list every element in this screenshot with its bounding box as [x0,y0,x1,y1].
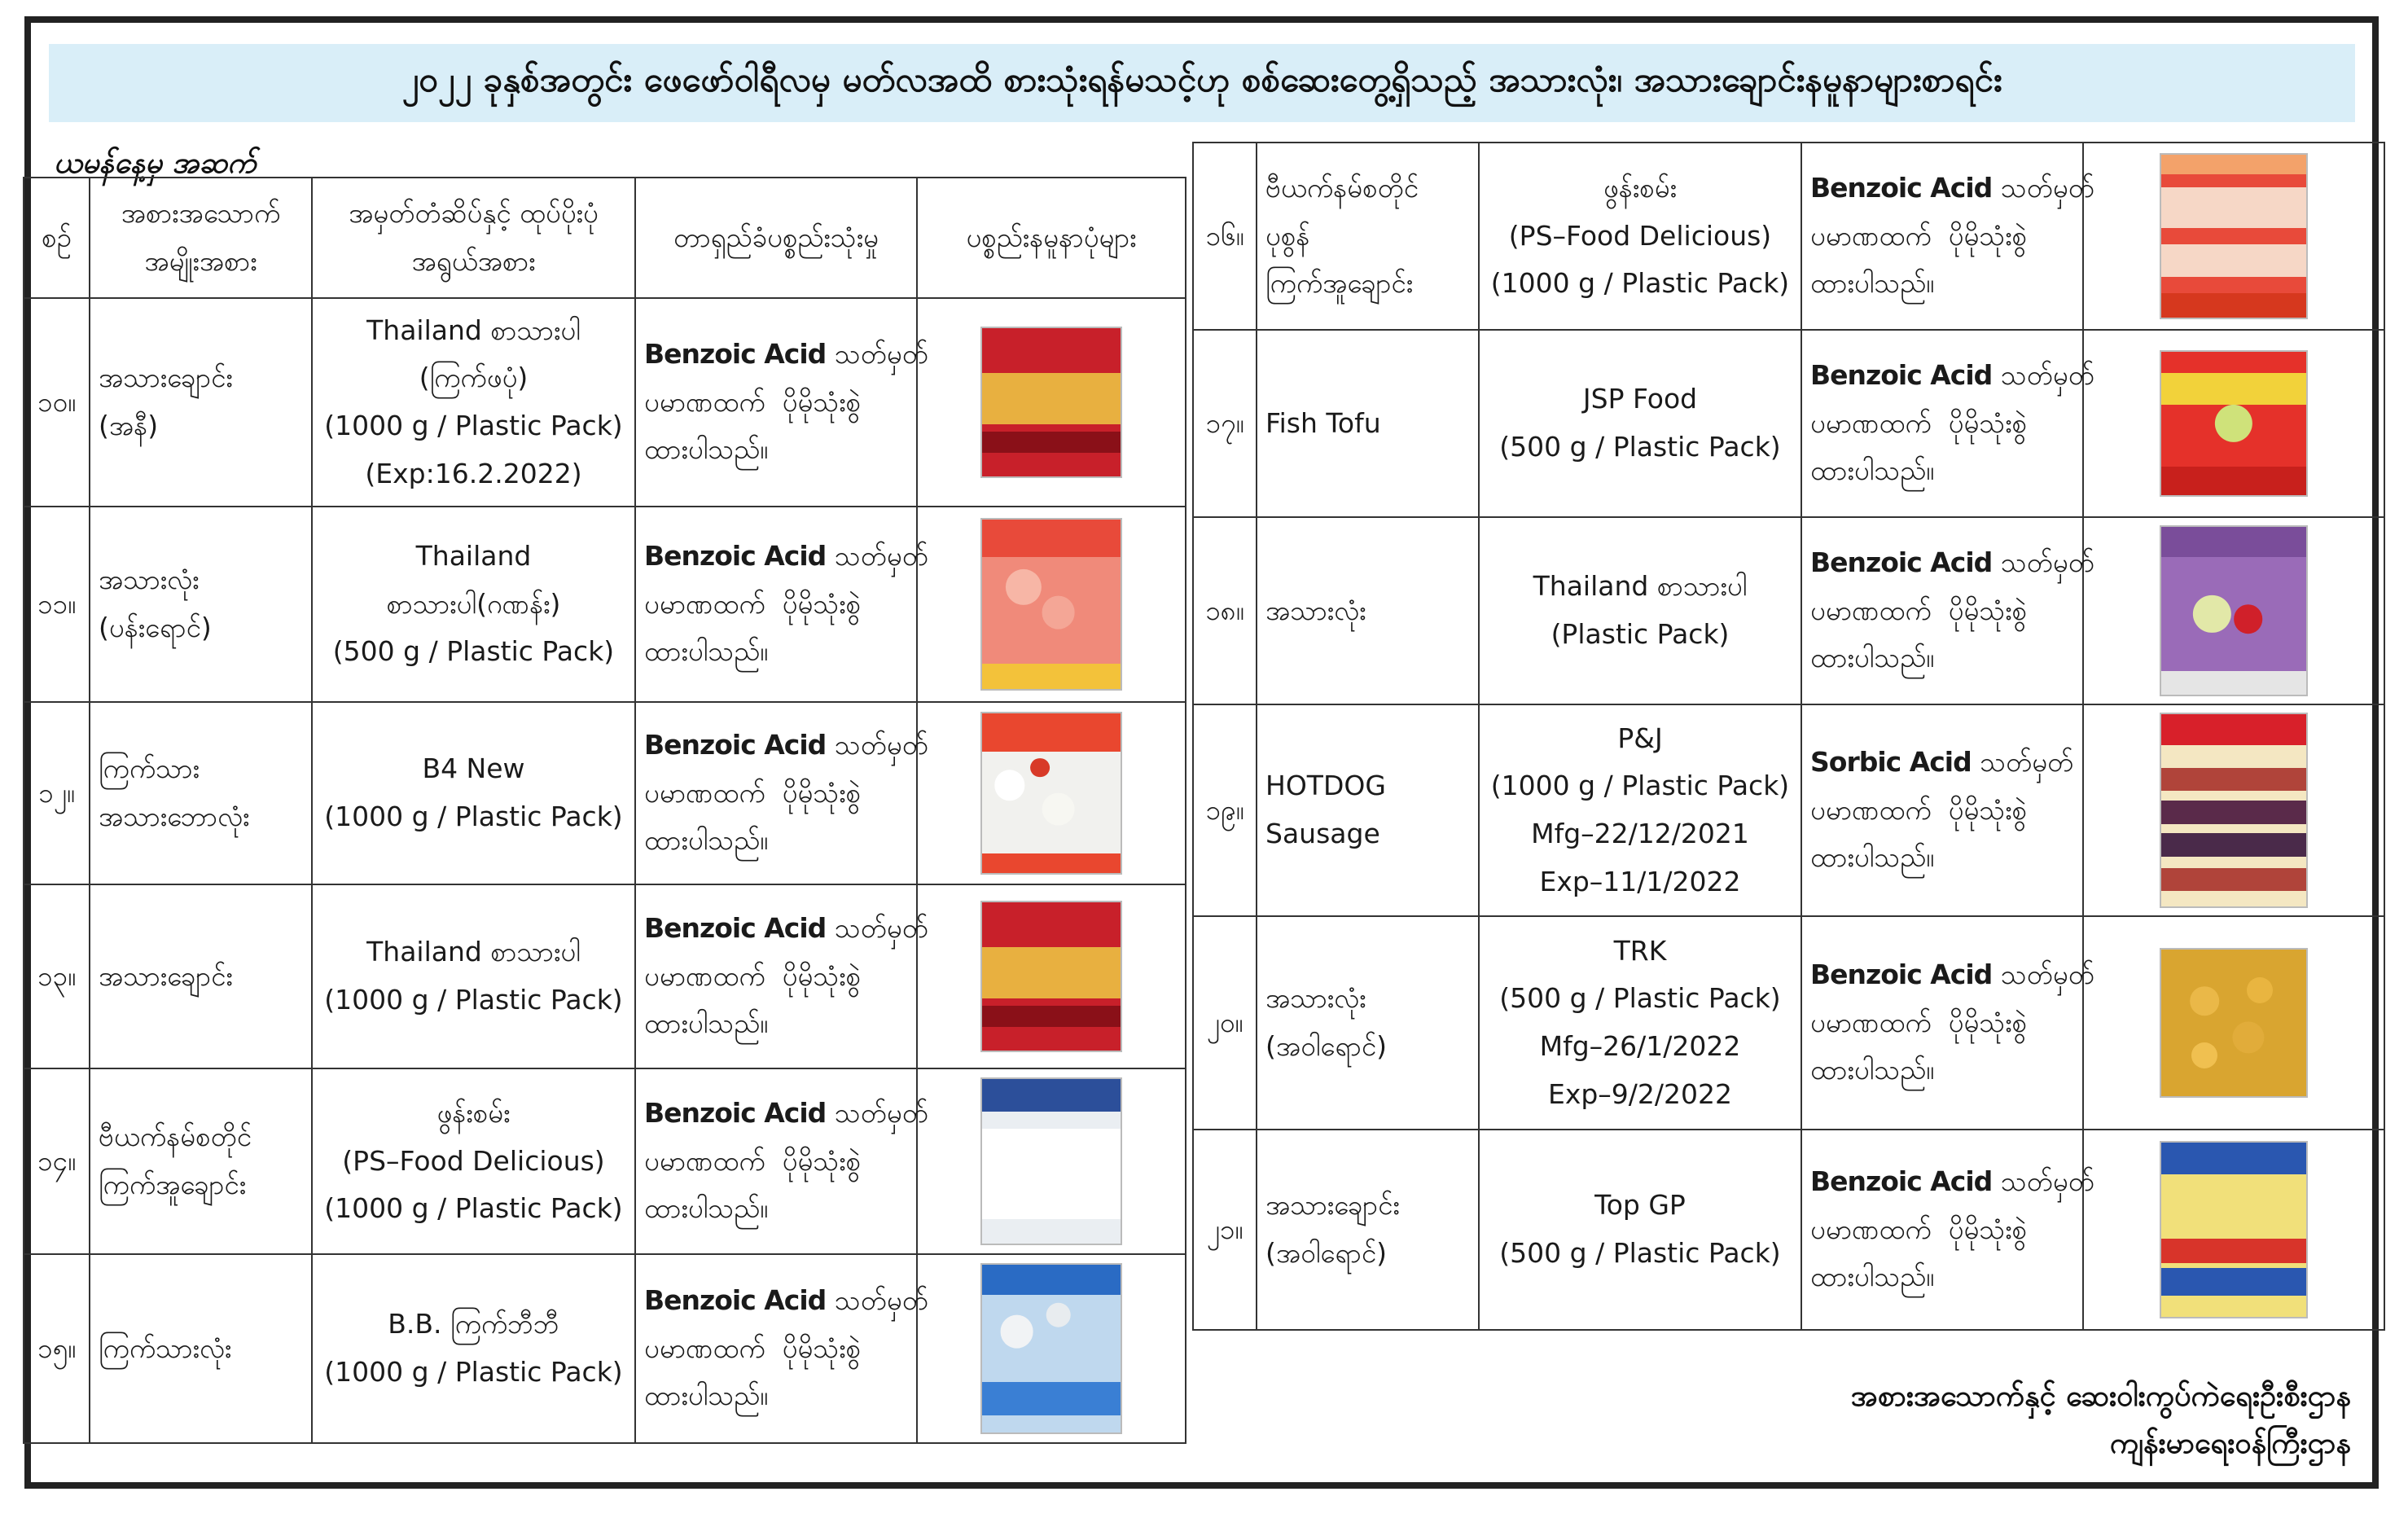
food-type-cell: Fish Tofu [1257,330,1479,517]
package-band [2161,1268,2306,1296]
row-number: ၁၀။ [24,298,90,507]
table-row [1193,517,2384,704]
violation-cell: Benzoic Acid သတ်မှတ် ပမာဏထက် ပိုမိုသုံးစွဲ ထားပါသည်။ [635,702,917,884]
red-sausage-pack-photo [980,901,1122,1052]
table-row [1193,916,2384,1130]
package-band [2161,244,2306,277]
food-piece [1042,596,1075,630]
brand-cell: Thailand စာသားပါ(ဂဏန်း) (500 g / Plastic Pack) [312,507,635,702]
table-row [1193,704,2384,916]
violation-cell: Benzoic Acid သတ်မှတ် ပမာဏထက် ပိုမိုသုံးစွဲ ထားပါသည်။ [1801,143,2083,330]
violation-cell: Benzoic Acid သတ်မှတ် ပမာဏထက် ပိုမိုသုံးစွဲ ထားပါသည်။ [1801,1130,2083,1330]
title-banner [49,44,2355,122]
table-row [1193,143,2384,330]
package-band [2161,714,2306,745]
table-header-row [24,178,1186,298]
violation-cell: Benzoic Acid သတ်မှတ် ပမာဏထက် ပိုမိုသုံးစွဲ ထားပါသည်။ [635,1068,917,1254]
package-band [982,713,1121,752]
table-row [1193,1130,2384,1330]
package-band [2161,467,2306,495]
preservative-name: Benzoic Acid [644,911,827,944]
food-piece [2191,1042,2217,1068]
photo-cell [2083,330,2384,517]
header-food-type: အစားအသောက် အမျိုးအစား [90,178,312,298]
food-piece [2247,977,2273,1003]
violation-cell: Benzoic Acid သတ်မှတ် ပမာဏထက် ပိုမိုသုံးစွဲ ထားပါသည်။ [1801,517,2083,704]
preservative-name: Benzoic Acid [644,1283,827,1316]
food-type-cell: HOTDOG Sausage [1257,704,1479,916]
table-row [24,1068,1186,1254]
photo-cell [2083,517,2384,704]
samples-table-right [1192,142,2385,1331]
photo-cell [917,507,1186,702]
violation-cell: Benzoic Acid သတ်မှတ် ပမာဏထက် ပိုမိုသုံးစွဲ ထားပါသည်။ [1801,330,2083,517]
photo-cell [917,298,1186,507]
table-row [24,1254,1186,1443]
preservative-name: Benzoic Acid [644,539,827,572]
preservative-name: Benzoic Acid [1810,958,1993,990]
header-violation: တာရှည်ခံပစ္စည်းသုံးမှု [635,178,917,298]
package-band [982,947,1121,999]
brand-cell: ဖွန်းစမ်း (PS–Food Delicious) (1000 g / Plastic Pack) [312,1068,635,1254]
white-sausage-pack-photo [980,1077,1122,1245]
row-number: ၁၈။ [1193,517,1257,704]
package-band [2161,187,2306,228]
fish-tofu-pack-photo [2160,350,2308,497]
photo-cell [2083,704,2384,916]
package-band [982,520,1121,557]
row-number: ၂၀။ [1193,916,1257,1130]
package-band [2161,768,2306,791]
package-band [982,1079,1121,1112]
row-number: ၂၁။ [1193,1130,1257,1330]
photo-cell [2083,916,2384,1130]
package-band [2161,671,2306,695]
food-piece [1000,1315,1033,1349]
row-number: ၁၆။ [1193,143,1257,330]
ministry-name: ကျန်းမာရေးဝန်ကြီးဌာန [2109,1426,2351,1460]
food-type-cell: ကြက်သား အသားဘောလုံး [90,702,312,884]
row-number: ၁၁။ [24,507,90,702]
package-band [2161,1143,2306,1174]
brand-cell: ဖွန်းစမ်း (PS–Food Delicious) (1000 g / Plastic Pack) [1479,143,1801,330]
photo-cell [917,1068,1186,1254]
food-type-cell: အသားချောင်း (အဝါရောင်) [1257,1130,1479,1330]
photo-cell [917,884,1186,1068]
package-band [2161,155,2306,174]
preservative-name: Benzoic Acid [644,337,827,370]
food-piece [2215,405,2252,442]
violation-cell: Benzoic Acid သတ်မှတ် ပမာဏထက် ပိုမိုသုံးစွဲ ထားပါသည်။ [635,507,917,702]
table-body-right [1193,143,2384,1330]
row-number: ၁၅။ [24,1254,90,1443]
package-band [982,853,1121,873]
department-name: အစားအသောက်နှင့် ဆေးဝါးကွပ်ကဲရေးဦးစီးဌာန [1850,1380,2351,1413]
brand-cell: JSP Food (500 g / Plastic Pack) [1479,330,1801,517]
row-number: ၁၃။ [24,884,90,1068]
row-number: ၁၇။ [1193,330,1257,517]
chicken-ball-pack-photo [980,712,1122,875]
photo-cell [2083,1130,2384,1330]
brand-cell: B.B. ကြက်ဘီဘီ (1000 g / Plastic Pack) [312,1254,635,1443]
package-band [2161,833,2306,856]
purple-meatball-pack-photo [2160,525,2308,696]
package-band [982,1382,1121,1415]
package-band [2161,868,2306,891]
preservative-name: Benzoic Acid [1810,358,1993,391]
food-type-cell: ဗီယက်နမ်စတိုင် ပုစွန် ကြက်အူချောင်း [1257,143,1479,330]
row-number: ၁၉။ [1193,704,1257,916]
food-piece [2191,986,2220,1016]
food-piece [2232,1021,2264,1053]
table-row [24,702,1186,884]
preservative-name: Benzoic Acid [1810,171,1993,204]
brand-cell: P&J (1000 g / Plastic Pack) Mfg–22/12/2021 Exp–11/1/2022 [1479,704,1801,916]
package-band [982,1006,1121,1026]
hotdog-pack-photo [2160,713,2308,908]
brand-cell: Top GP (500 g / Plastic Pack) [1479,1130,1801,1330]
food-piece [1030,758,1050,778]
violation-cell: Benzoic Acid သတ်မှတ် ပမာဏထက် ပိုမိုသုံးစွဲ ထားပါသည်။ [635,298,917,507]
pink-meatball-pack-photo [980,518,1122,691]
brand-cell: B4 New (1000 g / Plastic Pack) [312,702,635,884]
food-type-cell: ဗီယက်နမ်စတိုင် ကြက်အူချောင်း [90,1068,312,1254]
preservative-name: Benzoic Acid [1810,546,1993,578]
violation-cell: Benzoic Acid သတ်မှတ် ပမာဏထက် ပိုမိုသုံးစွဲ ထားပါသည်။ [635,1254,917,1443]
photo-cell [917,1254,1186,1443]
package-band [2161,373,2306,405]
header-photos: ပစ္စည်းနမူနာပုံများ [917,178,1186,298]
food-piece [2193,595,2230,633]
row-number: ၁၂။ [24,702,90,884]
photo-cell [917,702,1186,884]
brand-cell: TRK (500 g / Plastic Pack) Mfg–26/1/2022 Exp–9/2/2022 [1479,916,1801,1130]
violation-cell: Sorbic Acid သတ်မှတ် ပမာဏထက် ပိုမိုသုံးစွဲ ထားပါသည်။ [1801,704,2083,916]
yellow-sausage-pack-photo [2160,1141,2308,1318]
package-band [2161,527,2306,557]
food-type-cell: အသားလုံး (အဝါရောင်) [1257,916,1479,1130]
table-body-left [24,298,1186,1443]
table-row [1193,330,2384,517]
food-type-cell: အသားလုံး (ပန်းရောင်) [90,507,312,702]
brand-cell: Thailand စာသားပါ (Plastic Pack) [1479,517,1801,704]
food-type-cell: အသားချောင်း (အနီ) [90,298,312,507]
shrimp-sausage-pack-photo [2160,153,2308,319]
preservative-name: Benzoic Acid [644,728,827,761]
package-band [2161,293,2306,318]
samples-table-left [23,177,1186,1444]
package-band [982,664,1121,689]
table-row [24,298,1186,507]
preservative-name: Benzoic Acid [1810,1165,1993,1197]
food-piece [2234,605,2263,634]
package-band [982,373,1121,425]
issuing-department [1851,1373,2351,1467]
food-piece [1006,569,1042,605]
food-piece [1042,792,1075,826]
header-no: စဉ် [24,178,90,298]
brand-cell: Thailand စာသားပါ (ကြက်ဖပုံ) (1000 g / Plastic Pack) (Exp:16.2.2022) [312,298,635,507]
preservative-name: Sorbic Acid [1810,745,1972,778]
package-band [982,1129,1121,1219]
food-type-cell: အသားချောင်း [90,884,312,1068]
package-band [2161,1239,2306,1263]
preservative-name: Benzoic Acid [644,1096,827,1129]
red-sausage-pack-photo [980,327,1122,478]
header-brand: အမှတ်တံဆိပ်နှင့် ထုပ်ပိုးပုံ အရွယ်အစား [312,178,635,298]
package-band [982,1265,1121,1295]
package-band [982,432,1121,452]
continued-note: ယမန်နေ့မှ အဆက် [54,147,257,180]
row-number: ၁၄။ [24,1068,90,1254]
table-row [24,507,1186,702]
brand-cell: Thailand စာသားပါ (1000 g / Plastic Pack) [312,884,635,1068]
table-row [24,884,1186,1068]
package-band [2161,801,2306,823]
page-title: ၂၀၂၂ ခုနှစ်အတွင်း ဖေဖော်ဝါရီလမှ မတ်လအထိ စားသုံးရန်မသင့်ဟု စစ်ဆေးတွေ့ရှိသည့် အသားလုံး၊ အသားချောင်းနမူနာများစာရင်း [401,59,2002,99]
food-type-cell: ကြက်သားလုံး [90,1254,312,1443]
food-piece [994,770,1024,800]
food-piece [1046,1303,1071,1328]
violation-cell: Benzoic Acid သတ်မှတ် ပမာဏထက် ပိုမိုသုံးစွဲ ထားပါသည်။ [1801,916,2083,1130]
violation-cell: Benzoic Acid သတ်မှတ် ပမာဏထက် ပိုမိုသုံးစွဲ ထားပါသည်။ [635,884,917,1068]
yellow-meatball-pack-photo [2160,948,2308,1098]
bb-chicken-ball-pack-photo [980,1263,1122,1434]
food-type-cell: အသားလုံး [1257,517,1479,704]
photo-cell [2083,143,2384,330]
